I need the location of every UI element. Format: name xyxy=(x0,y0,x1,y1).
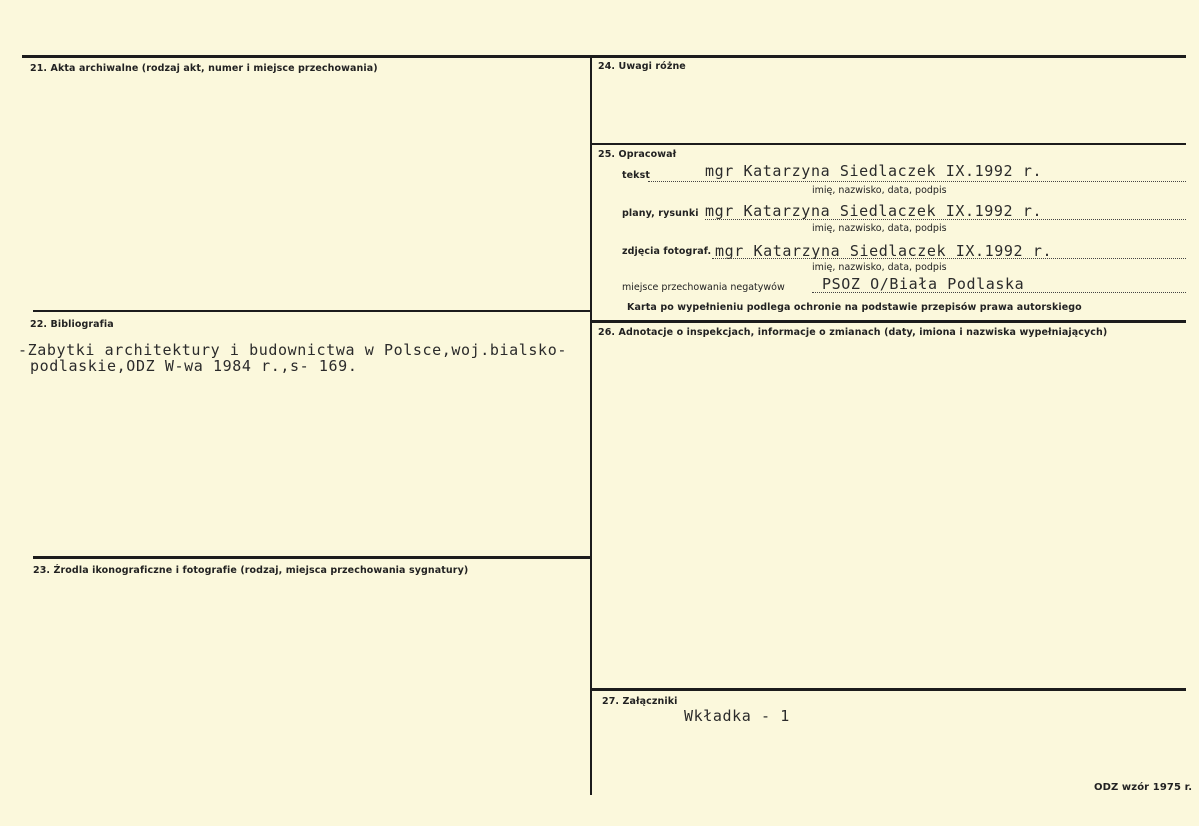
photos-author-value: mgr Katarzyna Siedlaczek IX.1992 r. xyxy=(715,242,1053,260)
rule-21-22 xyxy=(33,310,590,312)
attachments-value: Wkładka - 1 xyxy=(684,707,790,725)
photos-author-caption: imię, nazwisko, data, podpis xyxy=(812,262,947,273)
text-author-value: mgr Katarzyna Siedlaczek IX.1992 r. xyxy=(705,162,1043,180)
photos-author-dotline xyxy=(712,258,1186,259)
negatives-location-label: miejsce przechowania negatywów xyxy=(622,282,785,293)
drawings-author-caption: imię, nazwisko, data, podpis xyxy=(812,223,947,234)
section-26-label: 26. Adnotacje o inspekcjach, informacje o zmianach (daty, imiona i nazwiska wypełniających) xyxy=(598,327,1108,338)
photos-author-label: zdjęcia fotograf. xyxy=(622,246,712,257)
drawings-author-value: mgr Katarzyna Siedlaczek IX.1992 r. xyxy=(705,202,1043,220)
section-27-label: 27. Załączniki xyxy=(602,696,678,707)
drawings-author-dotline xyxy=(705,219,1186,220)
form-mark: ODZ wzór 1975 r. xyxy=(1094,782,1193,793)
drawings-author-label: plany, rysunki xyxy=(622,208,699,219)
rule-25-26 xyxy=(592,320,1186,323)
section-22-label: 22. Bibliografia xyxy=(30,319,114,330)
rule-26-27 xyxy=(592,688,1186,691)
rule-22-23 xyxy=(33,556,590,559)
section-25-label: 25. Opracował xyxy=(598,149,677,160)
negatives-location-dotline xyxy=(812,292,1186,293)
section-21-label: 21. Akta archiwalne (rodzaj akt, numer i miejsce przechowania) xyxy=(30,63,378,74)
copyright-note: Karta po wypełnieniu podlega ochronie na podstawie przepisów prawa autorskiego xyxy=(627,302,1082,313)
section-24-label: 24. Uwagi różne xyxy=(598,61,686,72)
text-author-dotline xyxy=(648,181,1186,182)
bibliography-line-2: podlaskie,ODZ W-wa 1984 r.,s- 169. xyxy=(30,357,358,375)
section-23-label: 23. Źrodla ikonograficzne i fotografie (rodzaj, miejsca przechowania sygnatury) xyxy=(33,565,469,576)
rule-24-25 xyxy=(592,143,1186,145)
text-author-caption: imię, nazwisko, data, podpis xyxy=(812,185,947,196)
text-author-label: tekst xyxy=(622,170,650,181)
bibliography-line-1: -Zabytki architektury i budownictwa w Polsce,woj.bialsko- xyxy=(18,341,567,359)
vertical-divider xyxy=(590,57,592,795)
top-rule xyxy=(22,55,1186,58)
negatives-location-value: PSOZ O/Biała Podlaska xyxy=(822,275,1025,293)
